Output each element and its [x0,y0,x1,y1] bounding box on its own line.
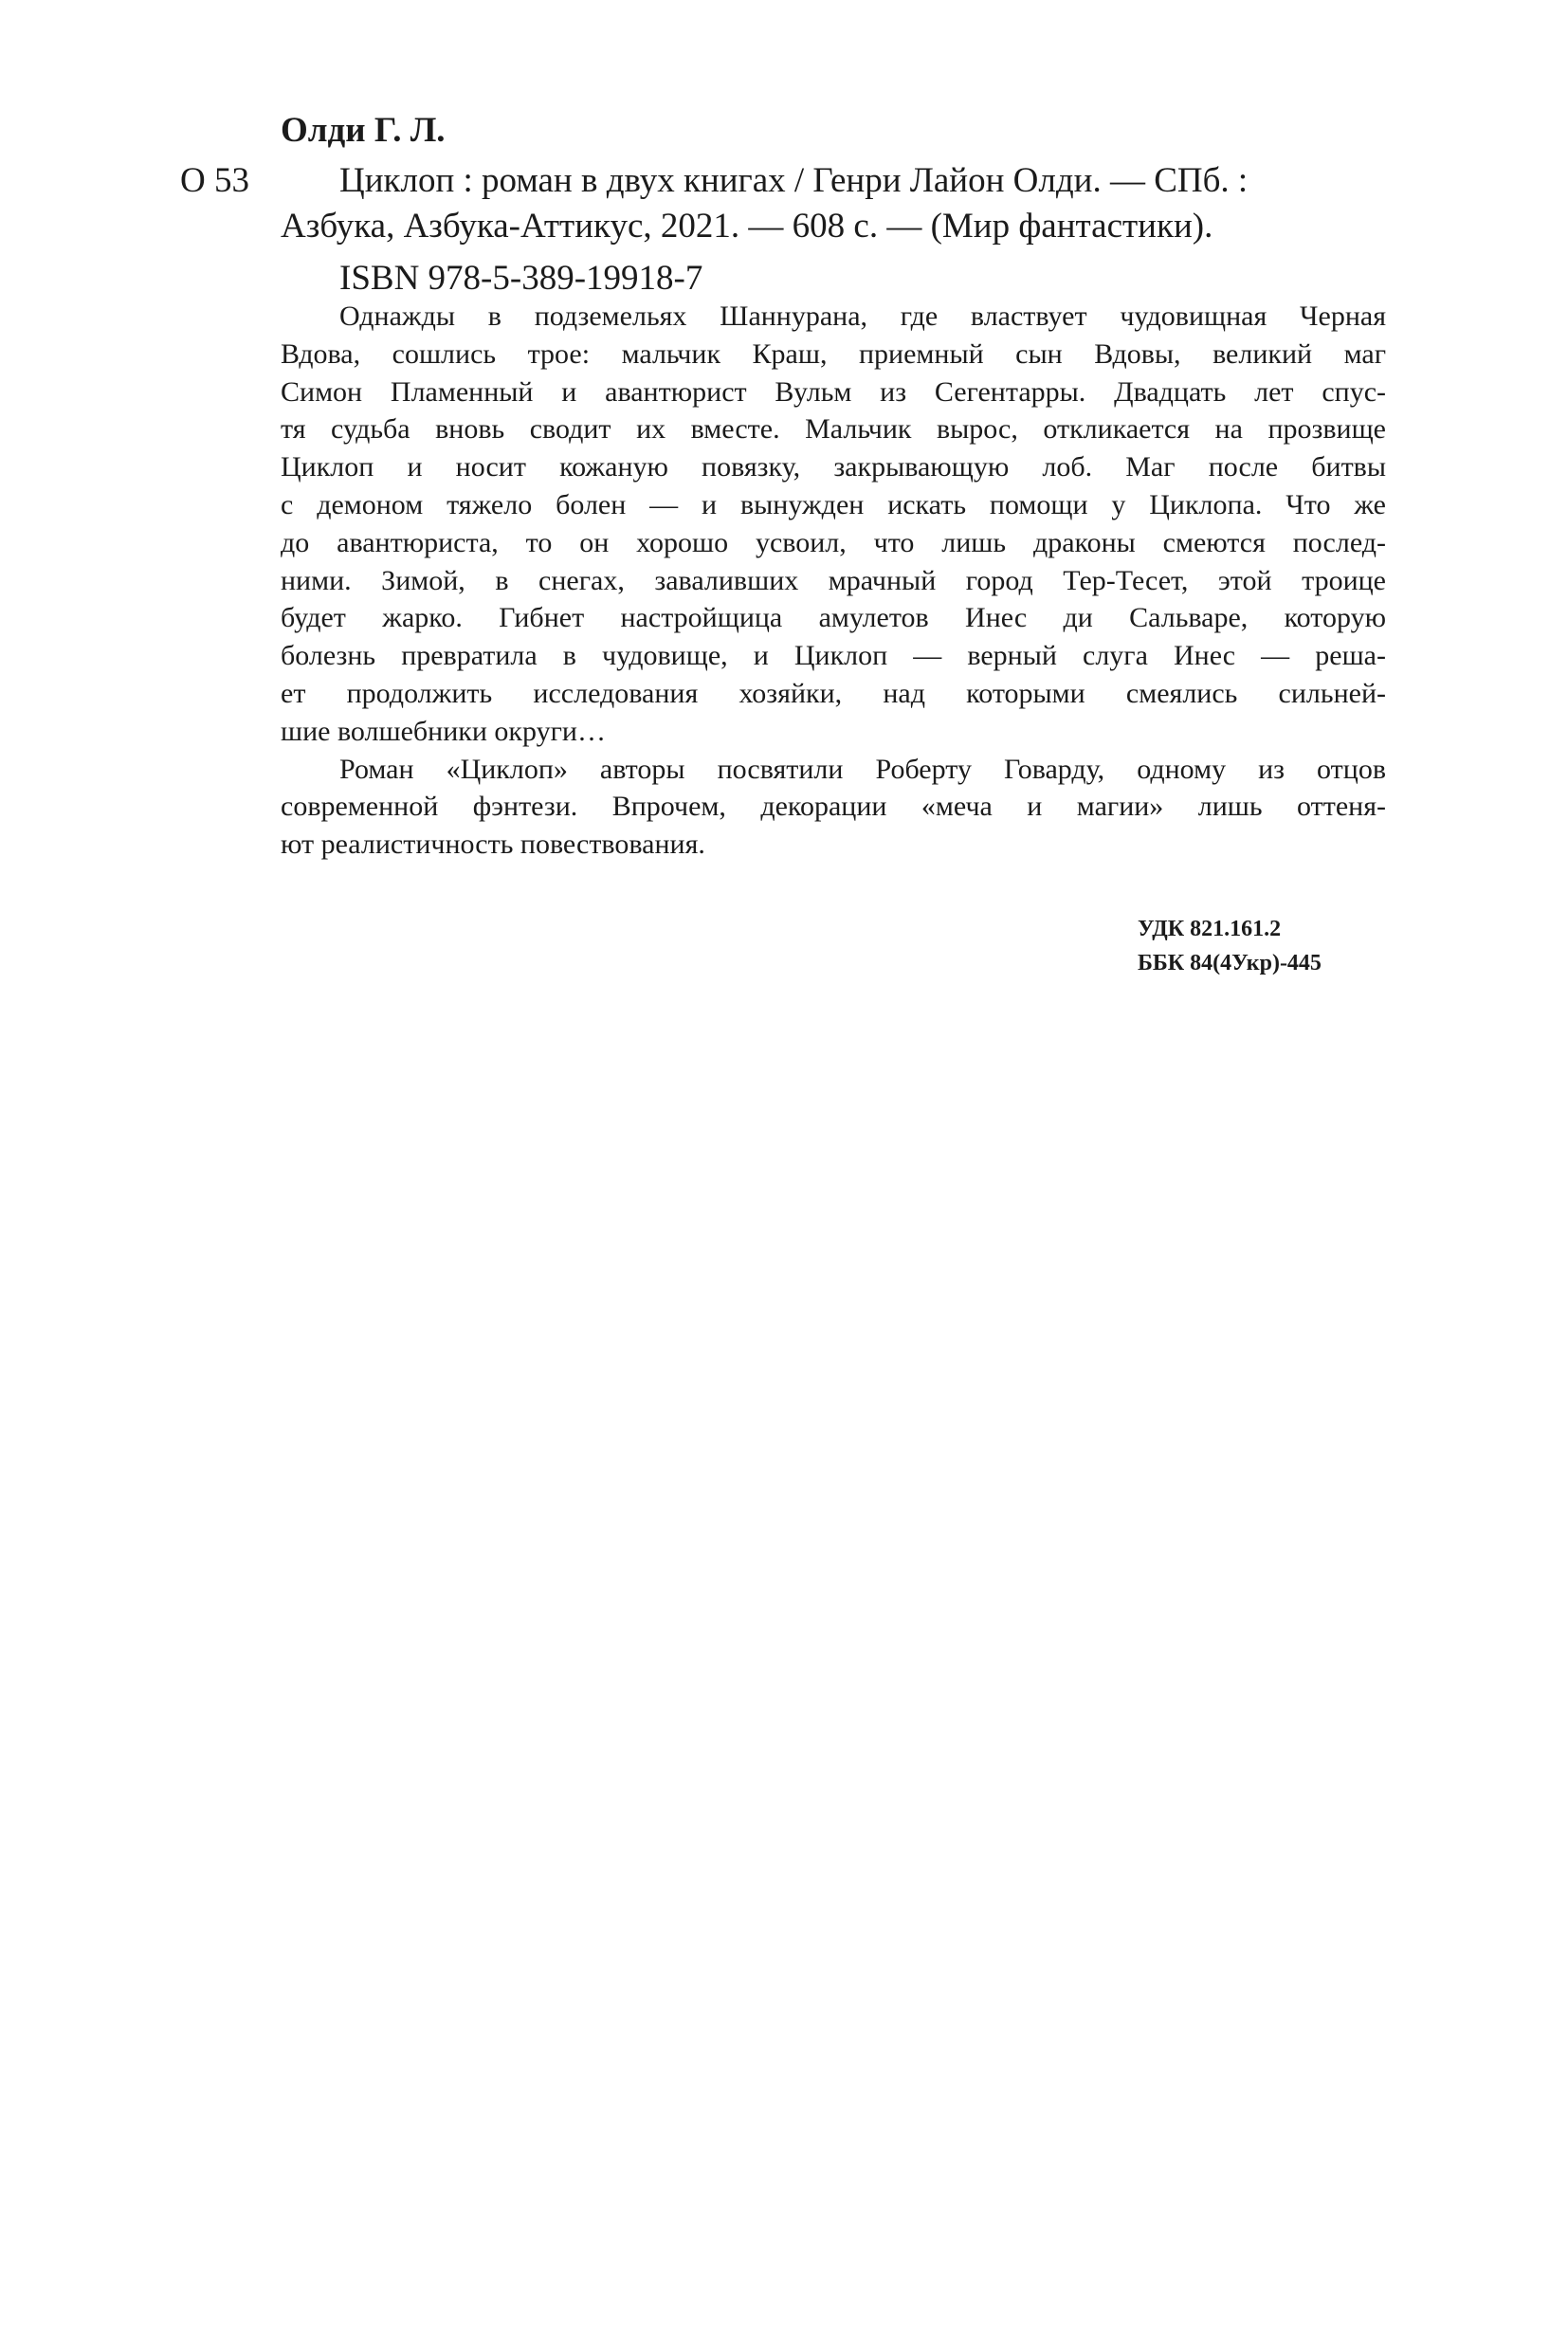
annotation-line: современной фэнтези. Впрочем, декорации «меча и магии» лишь оттеня- [281,791,1386,823]
annotation-line: ними. Зимой, в снегах, заваливших мрачный город Тер-Тесет, этой троице [281,564,1386,596]
annotation-line: тя судьба вновь сводит их вместе. Мальчик вырос, откликается на прозвище [281,413,1386,446]
annotation-line: ют реалистичность повествования. [281,829,705,861]
annotation-line: ет продолжить исследования хозяйки, над которыми смеялись сильней- [281,677,1386,709]
bbk-code: ББК 84(4Укр)-445 [1138,951,1322,975]
annotation-line: будет жарко. Гибнет настройщица амулетов Инес ди Сальваре, которую [281,602,1386,634]
annotation-line: Роман «Циклоп» авторы посвятили Роберту Говарду, одному из отцов [339,753,1386,785]
annotation-line: с демоном тяжело болен — и вынужден искать помощи у Циклопа. Что же [281,488,1386,520]
annotation-line: Циклоп и носит кожаную повязку, закрывающую лоб. Маг после битвы [281,451,1386,483]
annotation-line: Симон Пламенный и авантюрист Вульм из Сегентарры. Двадцать лет спус- [281,375,1386,408]
classification-codes [1138,912,1384,980]
annotation [281,298,1386,864]
annotation-line: до авантюриста, то он хорошо усвоил, что лишь драконы смеются послед- [281,526,1386,558]
annotation-line: Однажды в подземельях Шаннурана, где властвует чудовищная Черная [339,301,1386,332]
annotation-paragraph [281,298,1386,751]
catalog-code: О 53 [180,161,249,200]
title-line: Азбука, Азбука-Аттикус, 2021. — 608 с. — (Мир фантастики). [281,207,1213,246]
annotation-paragraph [281,751,1386,864]
annotation-line: Вдова, сошлись трое: мальчик Краш, приемный сын Вдовы, великий маг [281,337,1386,370]
author-heading: Олди Г. Л. [281,111,446,150]
title-line: Циклоп : роман в двух книгах / Генри Лайон Олди. — СПб. : [339,161,1249,200]
udk-code: УДК 821.161.2 [1138,917,1282,941]
annotation-line: шие волшебники округи… [281,715,606,747]
bibliographic-title [281,158,1392,249]
annotation-line: болезнь превратила в чудовище, и Циклоп — верный слуга Инес — реша- [281,640,1386,672]
isbn: ISBN 978-5-389-19918-7 [339,259,703,298]
